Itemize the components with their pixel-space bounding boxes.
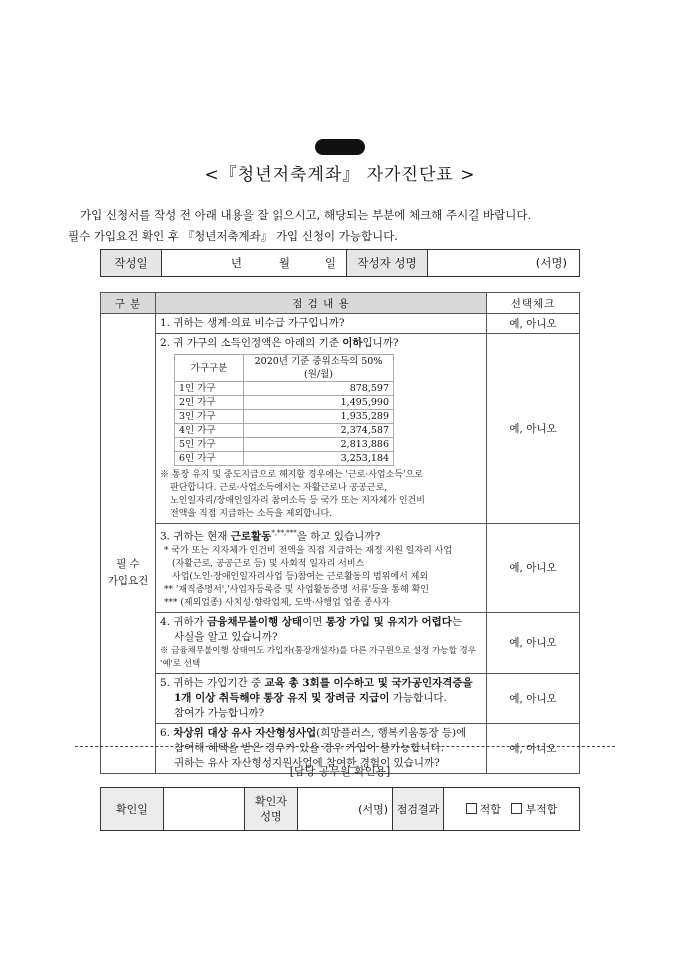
section-badge [315, 139, 365, 155]
writer-signature-field[interactable]: (서명) [428, 250, 580, 277]
official-use-title: [담당 공무원 확인용] [289, 765, 391, 778]
q2-note: 노인일자리/장애인일자리 참여소득 등 국가 또는 지자체가 인건비 [170, 496, 425, 506]
intro-line: 가입 신청서를 작성 전 아래 내용을 잘 읽으시고, 해당되는 부분에 체크해 주시길 바랍니다. [80, 208, 532, 222]
income-household: 2인 가구 [175, 396, 244, 410]
checklist-table [100, 292, 580, 774]
cut-line [75, 746, 615, 747]
question-4: 4. 귀하가 금융채무불이행 상태이면 통장 가입 및 유지가 어렵다는 사실을 알고 있습니까? ※ 금융채무불이행 상태여도 가입자(통장개설자)를 다른 가구원으로 설정 가능할 경우 '예'로 선택 [156, 612, 487, 673]
question-6: 6. 차상위 대상 유사 자산형성사업(희망플러스, 행복키움통장 등)에 참여해 혜택을 받은 경우가 있을 경우 가입이 불가능합니다. 귀하는 유사 자산형성지원사업에 참여한 경험이 있습니까? [156, 723, 487, 773]
income-household: 1인 가구 [175, 382, 244, 396]
question-2: 2. 귀 가구의 소득인정액은 아래의 기준 이하입니까? 가구구분 2020년 기준 중위소득의 50%(원/월) 1인 가구 878,597 2인 가구 1,495,990 3인 가구 1,935,289 4인 가구 2,374,587 5인 가구 2,813,886 6인 가구 3,253,184 ※ 통장 유지 및 중도지급으로 해지할 경우에는 '근로·사업소득'으로 판단합니다. 근로·사업소득에서는 자활근로나 공공근로, 노인일자리/장애인일자리 참여소득 등 국가 또는 지자체가 인건비 전액을 직접 지급하는 소득을 제외합니다. [156, 334, 487, 524]
q3-note: (자활근로, 공공근로 등) 및 사회적 일자리 서비스 [172, 558, 365, 569]
income-amount: 2,374,587 [244, 424, 394, 438]
income-amount: 1,495,990 [244, 396, 394, 410]
intro-line: 필수 가입요건 확인 후 『청년저축계좌』 가입 신청이 가능합니다. [68, 229, 398, 243]
answer-6[interactable]: 예, 아니오 [487, 723, 580, 773]
income-household: 5인 가구 [175, 438, 244, 452]
signature-table [100, 249, 580, 277]
date-label: 작성일 [101, 250, 162, 277]
intro-text [68, 205, 628, 247]
confirm-signature-field[interactable]: (서명) [298, 788, 393, 831]
year-field[interactable]: 년 [162, 250, 243, 277]
q3-note: * 국가 또는 지자체가 인건비 전액을 직접 지급하는 재정 지원 일자리 사업 [164, 545, 453, 556]
fail-checkbox[interactable]: 부적합 [511, 803, 557, 816]
q2-note: 전액을 직접 지급하는 소득을 제외합니다. [170, 509, 333, 519]
income-amount: 878,597 [244, 382, 394, 396]
income-amount: 3,253,184 [244, 452, 394, 466]
confirm-date-label: 확인일 [101, 788, 164, 831]
answer-4[interactable]: 예, 아니오 [487, 612, 580, 673]
q3-note: *** (제외업종) 사치성·향락업체, 도박·사행업 업종 종사자 [164, 597, 390, 608]
month-field[interactable]: 월 [242, 250, 290, 277]
answer-1[interactable]: 예, 아니오 [487, 314, 580, 334]
income-table [174, 354, 394, 466]
writer-label: 작성자 성명 [347, 250, 428, 277]
result-options [444, 788, 580, 831]
income-amount: 1,935,289 [244, 410, 394, 424]
pass-checkbox[interactable]: 적합 [466, 803, 501, 816]
question-1: 1. 귀하는 생계·의료 비수급 가구입니까? [156, 314, 487, 334]
q2-note: 판단합니다. 근로·사업소득에서는 자활근로나 공공근로, [170, 483, 388, 493]
day-field[interactable]: 일 [290, 250, 347, 277]
q3-note: 사업(노인·장애인일자리사업 등)참여는 근로활동의 범위에서 제외 [172, 571, 429, 582]
confirmation-table [100, 787, 580, 831]
category-required: 필 수 가입요건 [101, 314, 156, 774]
income-amount: 2,813,886 [244, 438, 394, 452]
header-category: 구 분 [101, 293, 156, 314]
q3-note: ** '재직증명서','사업자등록증 및 사업활동증명 서류'등을 통해 확인 [164, 584, 429, 595]
page-title: <『청년저축계좌』 자가진단표 > [204, 165, 476, 185]
question-5: 5. 귀하는 가입기간 중 교육 총 3회를 이수하고 및 국가공인자격증을 1개 이상 취득해야 통장 유지 및 장려금 지급이 가능합니다. 참여가 가능합니까? [156, 673, 487, 723]
income-header: 가구구분 [175, 355, 244, 382]
confirm-checker-label: 확인자 성명 [245, 788, 298, 831]
q4-note: ※ 금융채무불이행 상태여도 가입자(통장개설자)를 다른 가구원으로 설정 가능할 경우 '예'로 선택 [160, 645, 476, 669]
income-household: 3인 가구 [175, 410, 244, 424]
header-check: 선택체크 [487, 293, 580, 314]
answer-5[interactable]: 예, 아니오 [487, 673, 580, 723]
q2-note: ※ 통장 유지 및 중도지급으로 해지할 경우에는 '근로·사업소득'으로 [160, 470, 423, 480]
income-household: 6인 가구 [175, 452, 244, 466]
question-3: 3. 귀하는 현재 근로활동*,**,***을 하고 있습니까? * 국가 또는 지자체가 인건비 전액을 직접 지급하는 재정 지원 일자리 사업 (자활근로, 공공근로 등) 및 사회적 일자리 서비스 사업(노인·장애인일자리사업 등)참여는 근로활동의 범위에서 제외 ** '재직증명서','사업자등록증 및 사업활동증명 서류'등을 통해 확인 *** (제외업종) 사치성·향락업체, 도박·사행업 업종 종사자 [156, 524, 487, 613]
answer-2[interactable]: 예, 아니오 [487, 334, 580, 524]
income-header: 2020년 기준 중위소득의 50%(원/월) [244, 355, 394, 382]
header-content: 점 검 내 용 [156, 293, 487, 314]
confirm-date-field[interactable] [164, 788, 245, 831]
income-household: 4인 가구 [175, 424, 244, 438]
answer-3[interactable]: 예, 아니오 [487, 524, 580, 613]
result-label: 점검결과 [393, 788, 444, 831]
